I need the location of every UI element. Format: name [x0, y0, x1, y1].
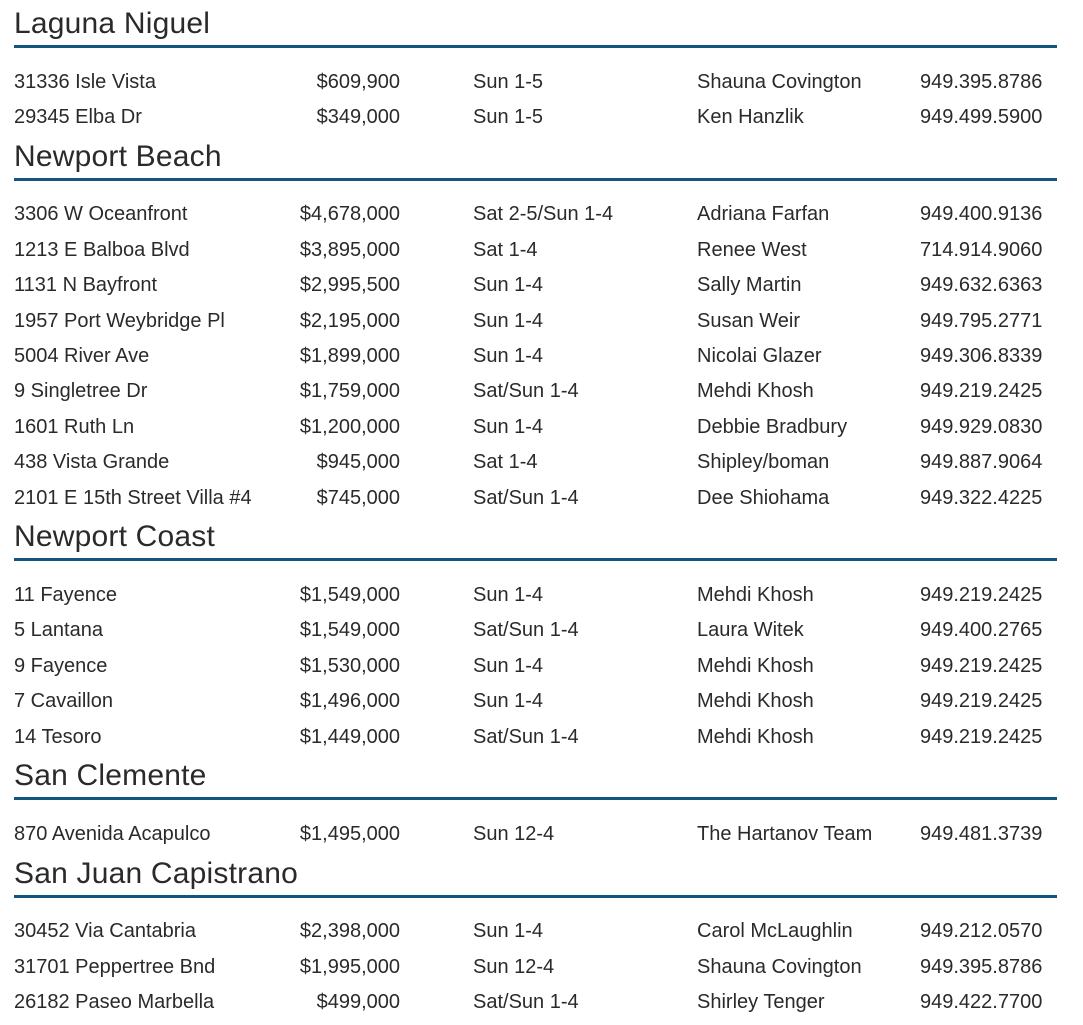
agent-phone: 949.219.2425 [920, 690, 1043, 713]
listing-price: $2,195,000 [299, 309, 400, 332]
open-house-time: Sat/Sun 1-4 [473, 619, 579, 642]
city-section-header: San Clemente [14, 760, 1057, 800]
listing-row [14, 949, 1057, 984]
agent-name: Debbie Bradbury [697, 415, 848, 438]
listing-row [14, 984, 1057, 1019]
listing-address: 14 Tesoro [14, 725, 102, 748]
agent-phone: 949.395.8786 [920, 955, 1043, 978]
open-house-time: Sat 1-4 [473, 238, 538, 261]
listing-price: $2,398,000 [299, 920, 400, 943]
agent-phone: 949.306.8339 [920, 345, 1043, 368]
listing-price: $1,899,000 [299, 345, 400, 368]
city-section-header: Newport Coast [14, 521, 1057, 561]
agent-name: Dee Shiohama [697, 486, 830, 509]
listing-price: $1,995,000 [299, 955, 400, 978]
agent-phone: 949.219.2425 [920, 583, 1043, 606]
agent-name: Shipley/boman [697, 451, 830, 474]
listing-address: 9 Singletree Dr [14, 380, 148, 403]
agent-phone: 949.322.4225 [920, 486, 1043, 509]
listing-row [14, 232, 1057, 267]
listing-rows [14, 48, 1057, 141]
listing-price: $1,496,000 [299, 690, 400, 713]
open-house-time: Sat/Sun 1-4 [473, 380, 579, 403]
listing-address: 31336 Isle Vista [14, 70, 156, 93]
open-house-time: Sun 1-4 [473, 309, 544, 332]
agent-name: Sally Martin [697, 274, 802, 297]
listing-address: 26182 Paseo Marbella [14, 991, 215, 1014]
agent-phone: 949.422.7700 [920, 991, 1043, 1014]
listing-price: $1,495,000 [299, 822, 400, 845]
listing-price: $745,000 [316, 486, 400, 509]
listing-address: 5004 River Ave [14, 345, 150, 368]
listing-address: 2101 E 15th Street Villa #4 [14, 486, 252, 509]
agent-phone: 949.929.0830 [920, 415, 1043, 438]
open-house-time: Sun 1-4 [473, 690, 544, 713]
listing-price: $3,895,000 [299, 238, 400, 261]
listing-rows [14, 898, 1057, 1025]
listing-address: 9 Fayence [14, 654, 108, 677]
open-house-time: Sun 12-4 [473, 955, 555, 978]
listing-row [14, 445, 1057, 480]
listing-row [14, 683, 1057, 718]
agent-name: Renee West [697, 238, 807, 261]
listing-address: 30452 Via Cantabria [14, 920, 196, 943]
agent-phone: 949.400.2765 [920, 619, 1043, 642]
agent-phone: 949.887.9064 [920, 451, 1043, 474]
open-house-time: Sat/Sun 1-4 [473, 725, 579, 748]
listing-row [14, 99, 1057, 134]
open-house-time: Sun 1-4 [473, 345, 544, 368]
listing-address: 1957 Port Weybridge Pl [14, 309, 225, 332]
listing-price: $499,000 [316, 991, 400, 1014]
open-house-time: Sun 12-4 [473, 822, 555, 845]
listing-rows [14, 181, 1057, 522]
listing-price: $1,759,000 [299, 380, 400, 403]
city-section [14, 760, 1057, 857]
agent-name: Nicolai Glazer [697, 345, 822, 368]
listing-price: $4,678,000 [299, 203, 400, 226]
open-house-time: Sun 1-4 [473, 654, 544, 677]
open-house-time: Sun 1-4 [473, 415, 544, 438]
listing-row [14, 409, 1057, 444]
listing-row [14, 303, 1057, 338]
agent-phone: 949.632.6363 [920, 274, 1043, 297]
agent-phone: 714.914.9060 [920, 238, 1043, 261]
agent-name: Carol McLaughlin [697, 920, 853, 943]
listing-row [14, 613, 1057, 648]
listing-row [14, 374, 1057, 409]
city-section-header: Newport Beach [14, 141, 1057, 181]
city-section [14, 8, 1057, 141]
agent-name: Shauna Covington [697, 70, 862, 93]
listing-address: 31701 Peppertree Bnd [14, 955, 216, 978]
listing-address: 1213 E Balboa Blvd [14, 238, 190, 261]
listing-address: 29345 Elba Dr [14, 106, 142, 129]
city-section [14, 521, 1057, 760]
listing-address: 1601 Ruth Ln [14, 415, 135, 438]
listing-row [14, 719, 1057, 754]
listing-row [14, 816, 1057, 851]
listing-price: $2,995,500 [299, 274, 400, 297]
open-house-time: Sat/Sun 1-4 [473, 991, 579, 1014]
listing-row [14, 648, 1057, 683]
listing-row [14, 197, 1057, 232]
listing-address: 3306 W Oceanfront [14, 203, 188, 226]
open-house-time: Sat/Sun 1-4 [473, 486, 579, 509]
city-section [14, 858, 1057, 1025]
agent-name: Shauna Covington [697, 955, 862, 978]
agent-phone: 949.219.2425 [920, 654, 1043, 677]
city-section [14, 141, 1057, 522]
city-section-header: Laguna Niguel [14, 8, 1057, 48]
listing-price: $349,000 [316, 106, 400, 129]
listing-address: 7 Cavaillon [14, 690, 113, 713]
agent-name: Laura Witek [697, 619, 804, 642]
agent-name: Mehdi Khosh [697, 380, 814, 403]
listing-row [14, 480, 1057, 515]
listing-row [14, 268, 1057, 303]
agent-phone: 949.795.2771 [920, 309, 1043, 332]
open-house-time: Sun 1-4 [473, 583, 544, 606]
agent-phone: 949.219.2425 [920, 380, 1043, 403]
listing-address: 11 Fayence [14, 583, 118, 606]
agent-name: Mehdi Khosh [697, 583, 814, 606]
agent-name: The Hartanov Team [697, 822, 873, 845]
agent-name: Susan Weir [697, 309, 801, 332]
listing-row [14, 577, 1057, 612]
listing-row [14, 338, 1057, 373]
listing-rows [14, 561, 1057, 760]
agent-phone: 949.212.0570 [920, 920, 1043, 943]
agent-name: Ken Hanzlik [697, 106, 804, 129]
listing-price: $945,000 [316, 451, 400, 474]
agent-name: Mehdi Khosh [697, 654, 814, 677]
open-house-time: Sun 1-5 [473, 70, 544, 93]
listing-price: $609,900 [316, 70, 400, 93]
agent-phone: 949.219.2425 [920, 725, 1043, 748]
listing-row [14, 914, 1057, 949]
listing-address: 5 Lantana [14, 619, 103, 642]
listing-address: 1131 N Bayfront [14, 274, 158, 297]
listing-row [14, 64, 1057, 99]
listing-price: $1,449,000 [299, 725, 400, 748]
listing-price: $1,200,000 [299, 415, 400, 438]
agent-phone: 949.395.8786 [920, 70, 1043, 93]
open-house-time: Sun 1-4 [473, 920, 544, 943]
listing-address: 438 Vista Grande [14, 451, 170, 474]
listing-price: $1,549,000 [299, 619, 400, 642]
listing-address: 870 Avenida Acapulco [14, 822, 211, 845]
open-house-time: Sat 1-4 [473, 451, 538, 474]
agent-name: Mehdi Khosh [697, 725, 814, 748]
listing-rows [14, 800, 1057, 857]
agent-name: Shirley Tenger [697, 991, 825, 1014]
agent-phone: 949.481.3739 [920, 822, 1043, 845]
open-house-time: Sat 2-5/Sun 1-4 [473, 203, 614, 226]
open-house-time: Sun 1-4 [473, 274, 544, 297]
agent-name: Mehdi Khosh [697, 690, 814, 713]
agent-phone: 949.499.5900 [920, 106, 1043, 129]
agent-phone: 949.400.9136 [920, 203, 1043, 226]
city-section-header: San Juan Capistrano [14, 858, 1057, 898]
listing-price: $1,530,000 [299, 654, 400, 677]
listing-price: $1,549,000 [299, 583, 400, 606]
agent-name: Adriana Farfan [697, 203, 830, 226]
open-house-time: Sun 1-5 [473, 106, 544, 129]
